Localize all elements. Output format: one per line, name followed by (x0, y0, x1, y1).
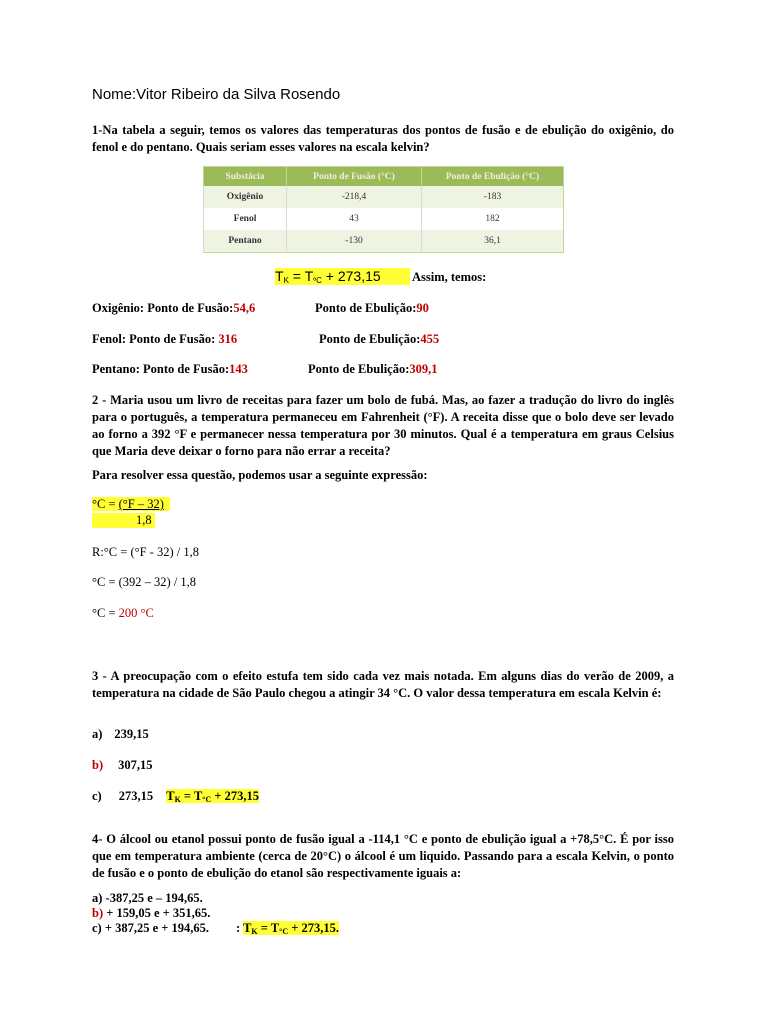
answer-value: 200 °C (118, 606, 154, 620)
option-value: 307,15 (118, 758, 153, 772)
answer-label: °C = (92, 606, 119, 620)
table-cell: -130 (287, 230, 422, 253)
table-cell: 36,1 (422, 230, 564, 253)
answer-label: Ponto de Ebulição: (319, 332, 421, 346)
formula-highlight (92, 497, 170, 511)
answer-label: Pentano: Ponto de Fusão: (92, 362, 230, 376)
q2-step-3 (92, 606, 154, 621)
table-cell: -183 (422, 186, 564, 208)
question-4-text: 4- O álcool ou etanol possui ponto de fusão igual a -114,1 °C e ponto de ebulição igual a +78,5°C. É por isso que em temperatura ambiente (cerca de 20°C) o álcool é um liquido. Passando para a escala Kelvin, o ponto de fusão e o ponto de ebulição do etanol são respectivamente iguais a: (92, 832, 674, 880)
formula-end: + 273,15. (288, 921, 339, 935)
option-label: c) (92, 789, 102, 803)
kelvin-formula-highlight (275, 268, 410, 285)
answer-value: 90 (416, 301, 429, 315)
formula-mid: = T (180, 789, 203, 803)
option-value: + 159,05 e + 351,65. (103, 906, 211, 920)
option-value: 273,15 (118, 789, 154, 803)
answer-value: 309,1 (409, 362, 438, 376)
option-label: a) (92, 727, 103, 741)
answer-value: 143 (229, 362, 248, 376)
answer-label: Oxigênio: Ponto de Fusão: (92, 301, 234, 315)
temperature-table (203, 166, 564, 253)
formula-t: T (243, 921, 252, 935)
formula-sub-c: °C (279, 927, 289, 936)
table-row (204, 230, 564, 253)
answer-fenol-ebulicao (319, 332, 439, 347)
table-cell: Oxigênio (204, 186, 287, 208)
answer-label: Ponto de Ebulição: (315, 301, 417, 315)
table-header: Ponto de Fusão (°C) (287, 167, 422, 187)
celsius-formula-denominator: 1,8 (92, 513, 155, 528)
assim-temos: Assim, temos: (412, 270, 487, 284)
q3-option-c (92, 789, 259, 804)
table-cell: 43 (287, 208, 422, 230)
question-2-text: 2 - Maria usou um livro de receitas para fazer um bolo de fubá. Mas, ao fazer a tradução do livro do inglês para o português, a temperatura permaneceu em Fahrenheit (°F). A receita disse que o bolo deve ser levado ao forno a 392 °F e permanecer nessa temperatura por 30 minutos. Qual é a temperatura em graus Celsius que Maria deve deixar o forno para não errar a receita? (92, 393, 674, 458)
q4-option-b (92, 906, 210, 921)
answer-fenol-fusao (92, 332, 237, 347)
formula-lhs: °C = (92, 497, 119, 511)
table-header: Ponto de Ebulição (°C) (422, 167, 564, 187)
option-label: b) (92, 906, 104, 920)
formula-sub-c: °C (202, 795, 212, 804)
formula-highlight (243, 921, 339, 935)
formula-mid: = T (288, 268, 314, 284)
q4-option-a: a) -387,25 e – 194,65. (92, 891, 203, 905)
student-name: Nome:Vitor Ribeiro da Silva Rosendo (92, 86, 341, 103)
q4-kelvin-formula (236, 921, 339, 936)
formula-end: + 273,15 (321, 268, 381, 284)
q4-option-c: c) + 387,25 e + 194,65. (92, 921, 210, 935)
q3-kelvin-formula (166, 789, 259, 803)
formula-sub-k: K (251, 927, 258, 936)
q3-option-b (92, 758, 153, 773)
formula-end: + 273,15 (211, 789, 260, 803)
answer-label: Ponto de Ebulição: (308, 362, 410, 376)
answer-oxigenio-ebulicao (315, 301, 429, 316)
question-1-text: 1-Na tabela a seguir, temos os valores das temperaturas dos pontos de fusão e de ebulição do oxigênio, do fenol e do pentano. Quais seriam esses valores na escala kelvin? (92, 123, 674, 154)
table-cell: -218,4 (287, 186, 422, 208)
formula-numerator: (°F – 32) (118, 497, 164, 511)
q2-step-1: R:°C = (°F - 32) / 1,8 (92, 545, 199, 559)
formula-sub-c: ºC (313, 276, 322, 285)
table-row (204, 186, 564, 208)
answer-oxigenio-fusao (92, 301, 255, 316)
table-header: Substâcia (204, 167, 287, 187)
q3-option-a (92, 727, 149, 742)
answer-pentano-ebulicao (308, 362, 438, 377)
formula-t: T (166, 789, 175, 803)
table-row (204, 208, 564, 230)
formula-t: T (275, 268, 284, 284)
question-2-intro: Para resolver essa questão, podemos usar a seguinte expressão: (92, 468, 428, 482)
answer-value: 455 (420, 332, 440, 346)
answer-value: 54,6 (233, 301, 256, 315)
celsius-formula-top (92, 497, 170, 512)
answer-pentano-fusao (92, 362, 248, 377)
q2-step-2: °C = (392 – 32) / 1,8 (92, 575, 197, 589)
formula-prefix: : (236, 921, 244, 935)
question-3-text: 3 - A preocupação com o efeito estufa tem sido cada vez mais notada. Em alguns dias do verão de 2009, a temperatura na cidade de São Paulo chegou a atingir 34 °C. O valor dessa temperatura em escala Kelvin é: (92, 669, 674, 700)
table-cell: 182 (422, 208, 564, 230)
table-cell: Pentano (204, 230, 287, 253)
table-cell: Fenol (204, 208, 287, 230)
formula-mid: = T (257, 921, 280, 935)
option-label: b) (92, 758, 104, 772)
formula-sub-k: K (283, 276, 289, 285)
option-value: 239,15 (114, 727, 149, 741)
answer-label: Fenol: Ponto de Fusão: (92, 332, 219, 346)
answer-value: 316 (218, 332, 238, 346)
formula-sub-k: K (174, 795, 181, 804)
